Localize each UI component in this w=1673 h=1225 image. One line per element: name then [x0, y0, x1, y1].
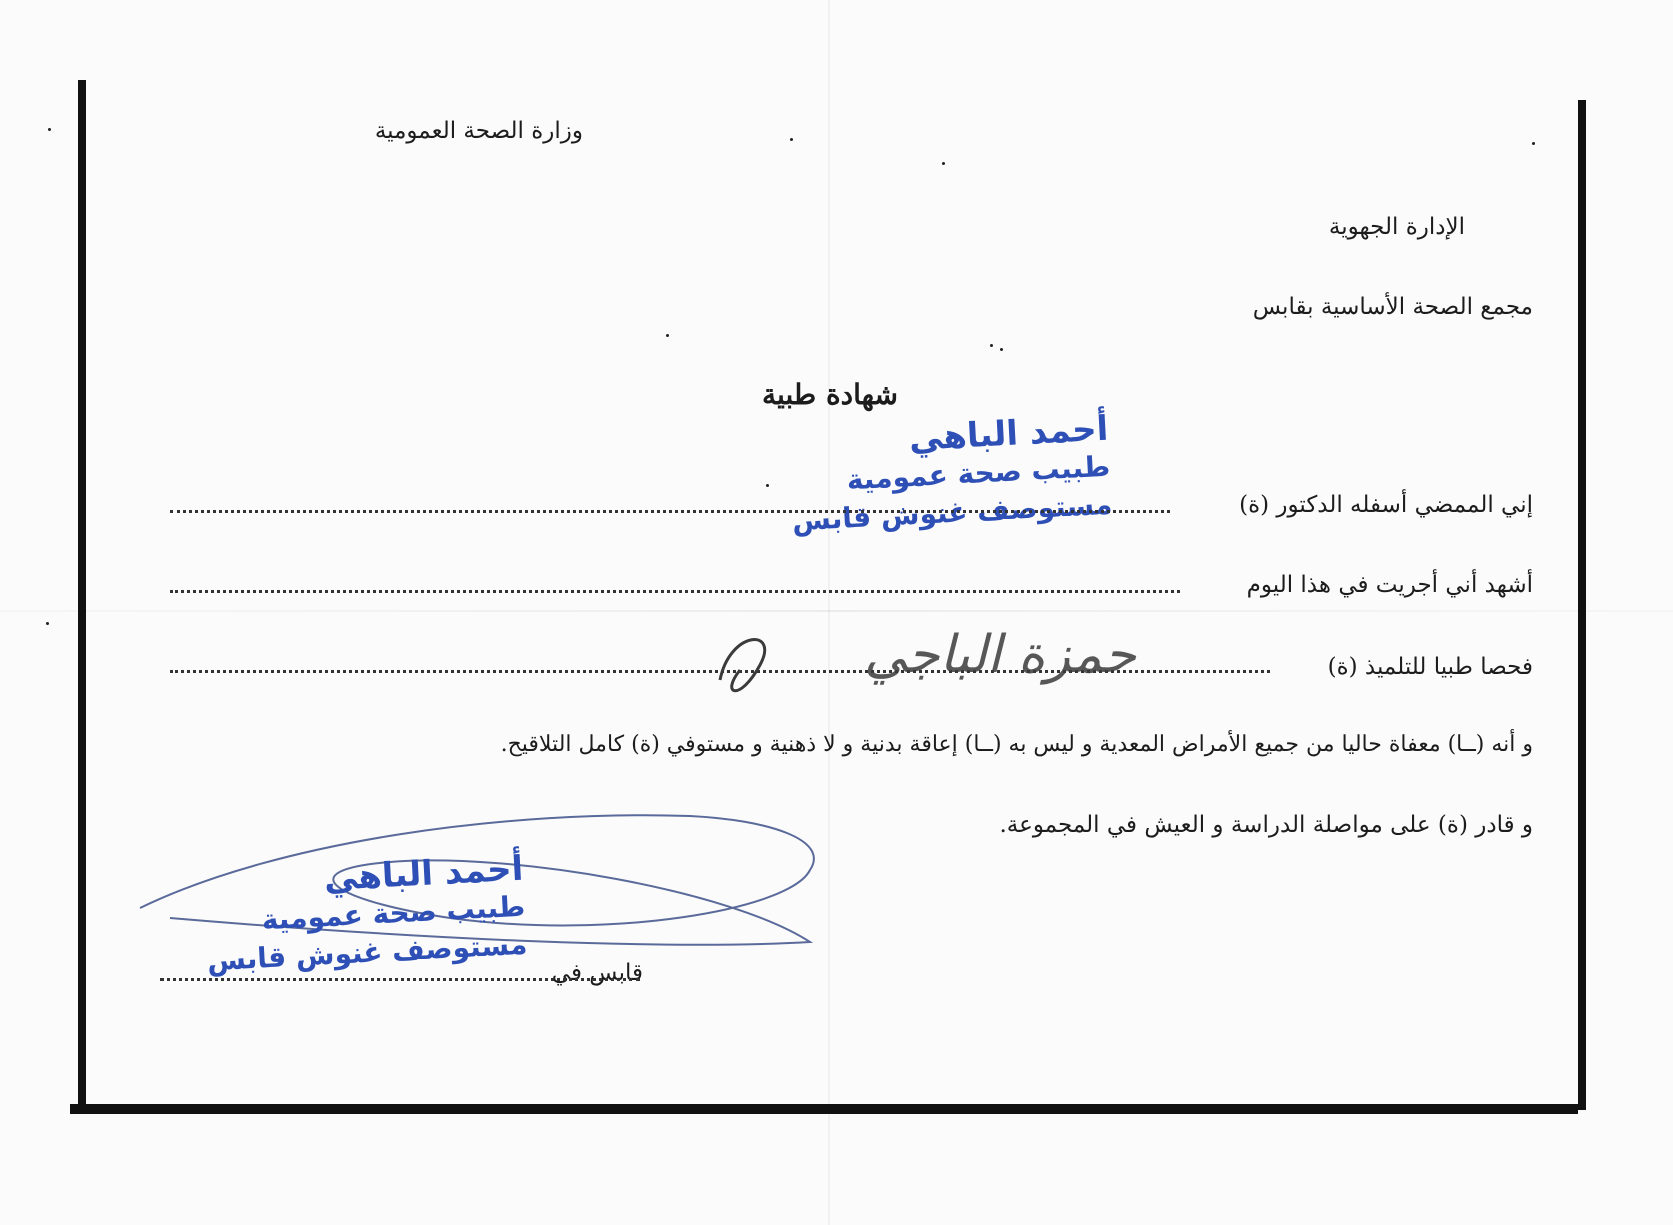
doctor-stamp-top	[787, 410, 1113, 541]
doctor-stamp-bottom	[202, 850, 528, 981]
place-and-date-label: قابس في	[551, 960, 643, 986]
handwritten-student-name	[700, 610, 1260, 700]
speck	[1000, 348, 1003, 351]
speck	[942, 162, 945, 165]
frame-border-right	[1578, 100, 1586, 1110]
speck	[46, 622, 49, 625]
speck	[790, 138, 793, 141]
doctor-name-field	[170, 510, 1170, 513]
stamp-doctor-role: طبيب صحة عمومية	[845, 449, 1112, 497]
stamp-clinic: مستوصف غنوش قابس	[791, 487, 1114, 538]
stamp-doctor-name: أحمد الباهي	[907, 408, 1110, 460]
stamp-doctor-name: أحمد الباهي	[322, 848, 525, 900]
stamp-doctor-role: طبيب صحة عمومية	[260, 889, 527, 937]
fitness-line: و قادر (ة) على مواصلة الدراسة و العيش في المجموعة.	[999, 812, 1533, 838]
regional-administration: الإدارة الجهوية	[1328, 214, 1465, 240]
speck	[990, 344, 993, 347]
health-center-name: مجمع الصحة الأساسية بقابس	[1252, 294, 1533, 320]
ministry-name: وزارة الصحة العمومية	[374, 118, 583, 144]
doctor-declaration-line: إني الممضي أسفله الدكتور (ة)	[1239, 492, 1533, 518]
place-date-field	[160, 978, 640, 981]
speck	[1532, 142, 1535, 145]
student-exam-line: فحصا طبيا للتلميذ (ة)	[1327, 654, 1533, 680]
stamp-clinic: مستوصف غنوش قابس	[206, 927, 529, 978]
health-status-line: و أنه (ــا) معفاة حاليا من جميع الأمراض المعدية و ليس به (ــا) إعاقة بدنية و لا ذهنية و مستوفي (ة) كامل التلاقيح.	[500, 732, 1533, 757]
speck	[766, 484, 769, 487]
pen-stroke	[720, 640, 765, 691]
handwritten-name-text: حمزة الباجي	[864, 625, 1136, 685]
frame-border-left	[78, 80, 86, 1110]
date-field	[170, 590, 1180, 593]
speck	[666, 334, 669, 337]
frame-border-bottom	[70, 1104, 1578, 1114]
attestation-line: أشهد أني أجريت في هذا اليوم	[1246, 572, 1533, 598]
document-title: شهادة طبية	[762, 378, 898, 411]
speck	[48, 128, 51, 131]
